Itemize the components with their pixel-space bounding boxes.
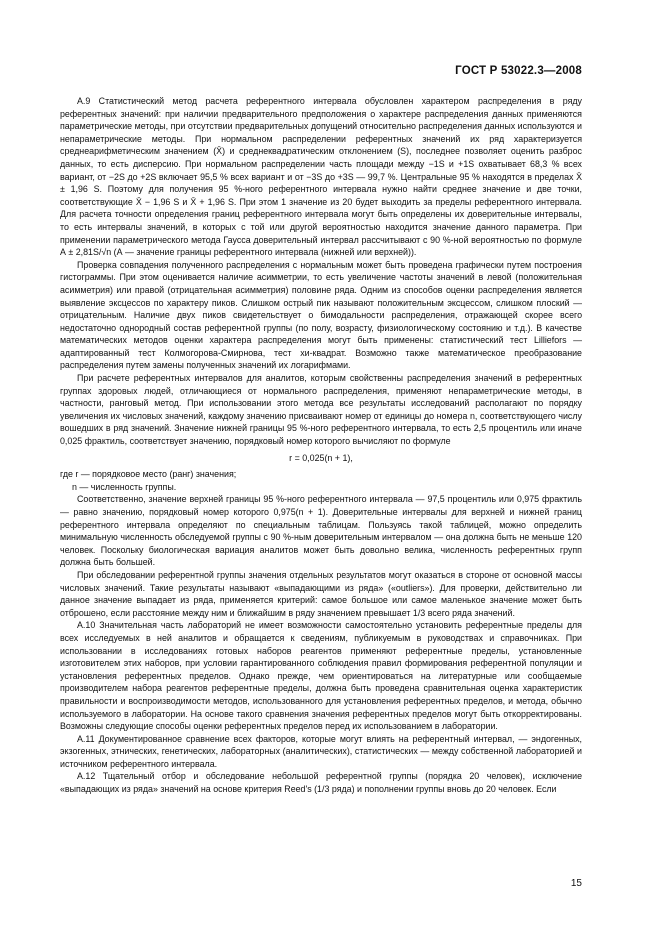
paragraph-outliers: При обследовании референтной группы значения отдельных результатов могут оказаться в стороне от основной массы числовых значений. Такие результаты называют «выпадающими из ряда» («outliers»). Для проверки, действительно ли данное значение выпадает из ряда, применяется критерий: самое большое или самое маленькое значение может быть отброшено, если расстояние между ним и ближайшим в ряду значением превышает 1/3 всего ряда значений. <box>60 569 582 618</box>
rank-formula: r = 0,025(n + 1), <box>289 452 353 463</box>
paragraph-a10: А.10 Значительная часть лабораторий не имеет возможности самостоятельно установить референтные пределы для всех исследуемых в ней аналитов и обращается к сведениям, публикуемым в руководствах и справочниках. При использовании в исследованиях готовых наборов реагентов применяют референтные пределы, установленные изготовителем этих наборов, при условии гарантированного соблюдения правил формирования референтной популяции и установления референтных пределов. Однако прежде, чем ориентироваться на литературные или сообщаемые производителем набора реагентов референтные пределы, должна быть проведена сравнительная оценка характеристик правильности и воспроизводимости методов, использованного для установления референтных пределов, и метода, обычно используемого в лаборатории. На основе такого сравнения значения референтных пределов могут быть откорректированы. Возможны следующие способы оценки референтных пределов перед их использованием в лаборатории. <box>60 620 582 732</box>
formula-where-r: где r — порядковое место (ранг) значения; <box>60 469 237 480</box>
document-body <box>60 95 582 796</box>
paragraph-a11: А.11 Документированное сравнение всех факторов, которые могут влиять на референтный интервал, — эндогенных, экзогенных, этнических, генетических, лабораторных (аналитических), статистических — между собственной лабораторией и источником референтного интервала. <box>60 733 582 769</box>
formula-where-n: n — численность группы. <box>72 481 177 492</box>
paragraph-normality-check: Проверка совпадения полученного распределения с нормальным может быть проведена графически путем построения гистограммы. При этом оценивается наличие асимметрии, то есть увеличение частоты значений в левой (положительная асимметрия) или правой (отрицательная асимметрия) половине ряда. Одним из способов оценки распределения является выявление эксцессов по характеру пиков. Слишком острый пик называют положительным эксцессом, слишком плоский — отрицательным. Наличие двух пиков свидетельствует о бимодальности распределения, отражающей скорее всего недостаточно однородный состав референтной группы (по полу, возрасту, физиологическому состоянию и т.д.). В качестве математических методов оценки характера распределения могут быть применены: статистический тест Lilliefors — адаптированный тест Колмогорова-Смирнова, тест хи-квадрат. Возможно также математическое преобразование распределения путем замены полученных значений их логарифмами. <box>60 259 582 371</box>
standard-header: ГОСТ Р 53022.3—2008 <box>455 65 582 77</box>
paragraph-a12: А.12 Тщательный отбор и обследование небольшой референтной группы (порядка 20 человек), исключение «выпадающих из ряда» значений на основе критерия Reed's (1/3 ряда) и пополнении группы вновь до 20 человек. Если <box>60 771 582 795</box>
paragraph-upper-limit: Соответственно, значение верхней границы 95 %-ного референтного интервала — 97,5 процентиль или 0,975 фрактиль — равно значению, порядковый номер которого 0,975(n + 1). Доверительные интервалы для верхней и нижней границ референтного интервала определяют по специальным таблицам. Пользуясь такой таблицей, можно определить минимальную численность обследуемой группы с 90 %-ным доверительным интервалом — она должна быть не меньше 120 человек. Поскольку биологическая вариация аналитов может быть довольно велика, численность референтных групп должна быть большей. <box>60 494 582 568</box>
paragraph-a9: А.9 Статистический метод расчета референтного интервала обусловлен характером распределения в ряду референтных значений: при наличии предварительного предположения о характере распределения данных применяются параметрические методы, при отсутствии предварительных допущений относительно распределения данных используются и непараметрические методы. При нормальном распределении референтных значений их ряд характеризуется среднеарифметическим значением (X̄) и среднеквадратическим отклонением (S), последнее позволяет оценить разброс данных, то есть дисперсию. При нормальном распределении часть площади между −1S и +1S охватывает 68,3 % всех вариант, от −2S до +2S включает 95,5 % всех вариант и от −3S до +3S — 99,7 %. Центральные 95 % находятся в пределах X̄ ± 1,96 S. Поэтому для получения 95 %-ного референтного интервала нужно найти среднее значение и две точки, соответствующие X̄ − 1,96 S и X̄ + 1,96 S. При этом 1 значение из 20 будет выходить за пределы референтного интервала. Для расчета точности определения границ референтного интервала могут быть определены их доверительные интервалы, то есть интервалы значений, в которых с той или другой вероятностью находится значение данного параметра. При применении параметрического метода Гаусса доверительный интервал рассчитывают с 90 %-ной вероятностью по формуле А ± 2,81S/√n (А — значение границы референтного интервала (нижней или верхней)). <box>60 96 582 258</box>
paragraph-nonparametric: При расчете референтных интервалов для аналитов, которым свойственны распределения значений в референтных группах здоровых людей, отличающиеся от нормального распределения, применяют непараметрические методы, в частности, ранговый метод. При использовании этого метода все результаты исследований располагают по порядку увеличения их числовых значений, каждому значению присваивают номер от единицы до номера n, соответствующего числу вошедших в ряд значений. Значение нижней границы 95 %-ного референтного интервала, то есть 2,5 процентиль или иначе 0,025 фрактиль, соответствует значению, порядковый номер которого вычисляют по формуле <box>60 373 582 447</box>
page-number: 15 <box>570 878 582 889</box>
